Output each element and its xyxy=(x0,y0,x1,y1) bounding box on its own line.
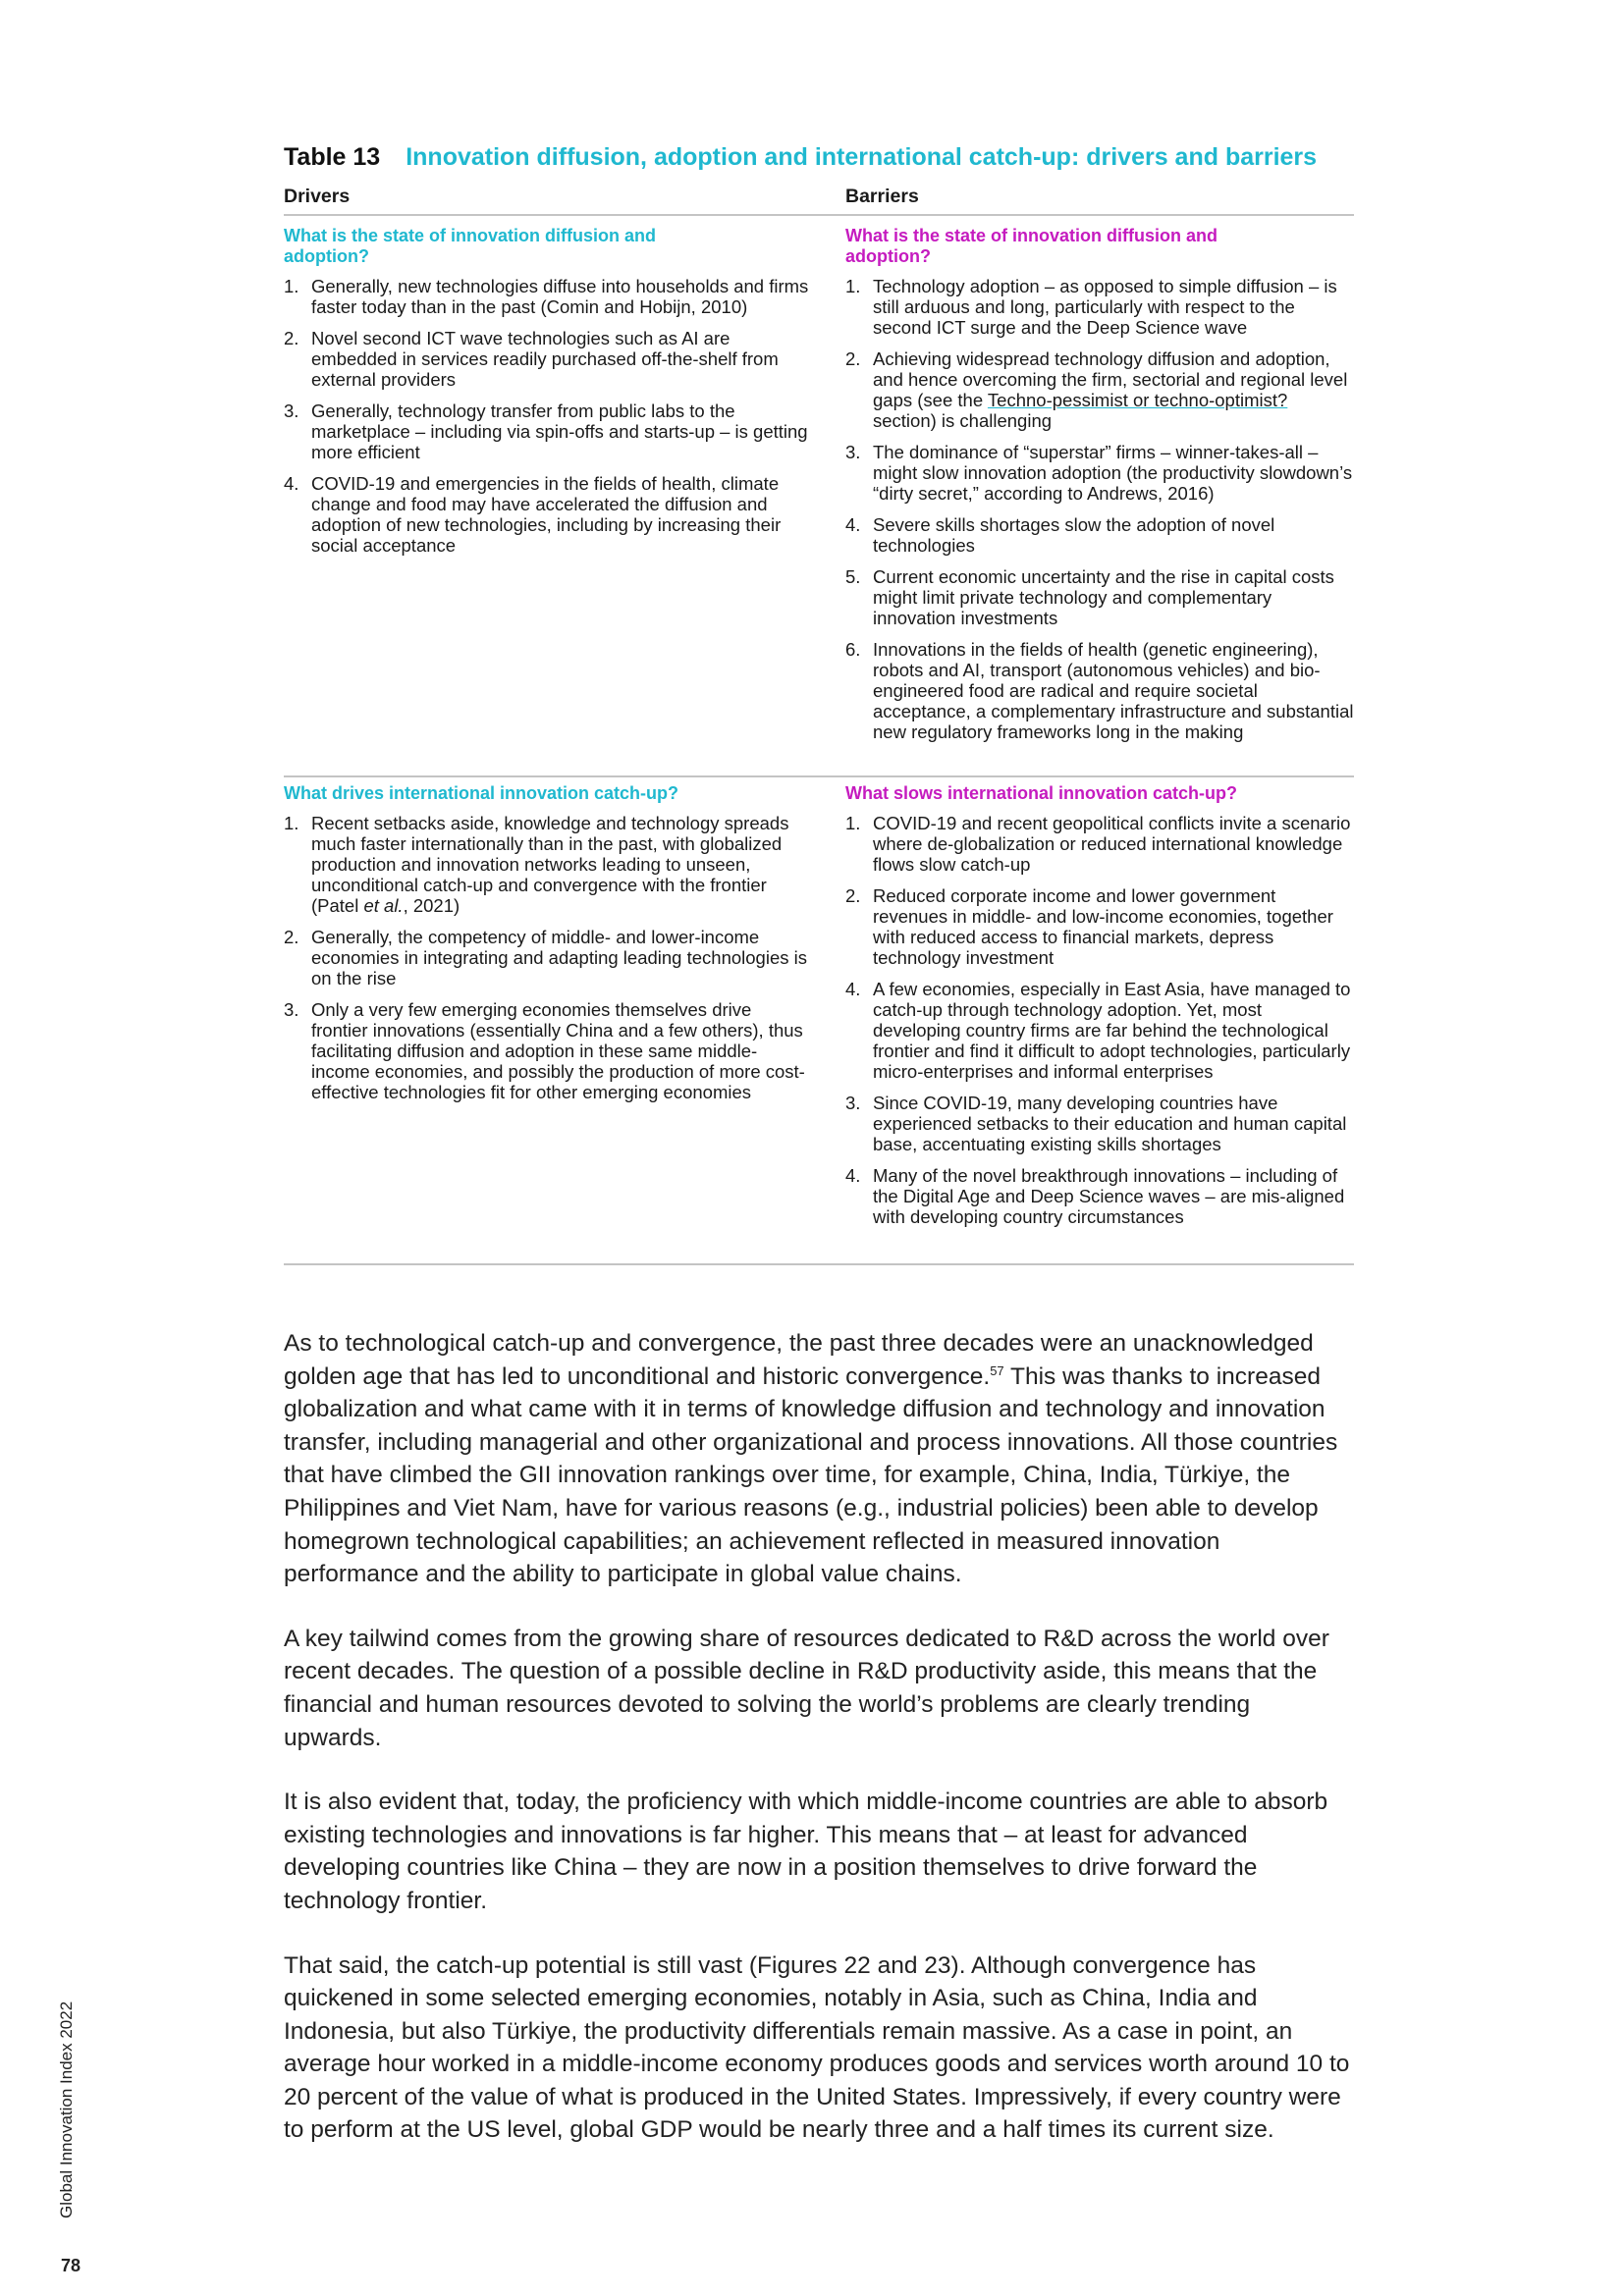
table-title xyxy=(284,142,1354,172)
list-item: 2. Achieving widespread technology diffusion and adoption, and hence overcoming the firm, sectorial and regional level gaps (see the Techno-pessimist or techno-optimist? section) is challenging xyxy=(845,348,1348,431)
list-item: 5. Current economic uncertainty and the rise in capital costs might limit private technology and complementary innovation investments xyxy=(845,566,1334,628)
table-number: Table 13 xyxy=(284,143,381,171)
list-item: 1. Generally, new technologies diffuse into households and firms faster today than in the past (Comin and Hobijn, 2010) xyxy=(284,276,809,317)
barriers-column xyxy=(845,216,1354,775)
list-item: 3. Only a very few emerging economies themselves drive frontier innovations (essentially China and a few others), thus facilitating diffusion and adoption in these same middle-income economies, and possibly the production of more cost-effective technologies fit for other emerging economies xyxy=(284,999,805,1102)
paragraph: As to technological catch-up and convergence, the past three decades were an unacknowledged golden age that has led to unconditional and historic convergence.$^{57}$ This was thanks to increased globalization and what came with it in terms of knowledge diffusion and technology and innovation transfer, including managerial and other organizational and process innovations. All those countries that have climbed the GII innovation rankings over time, for example, China, India, Türkiye, the Philippines and Viet Nam, have for various reasons (e.g., industrial policies) been able to develop homegrown technological capabilities; an achievement reflected in measured innovation performance and the ability to participate in global value chains. xyxy=(284,1330,1338,1588)
drivers-list xyxy=(284,276,845,556)
drivers-question: What is the state of innovation diffusion and adoption? xyxy=(284,226,656,266)
column-headers xyxy=(284,187,1354,216)
paragraph: It is also evident that, today, the proficiency with which middle-income countries are able to absorb existing technologies and innovations is far higher. This means that – at least for advanced developing countries like China – they are now in a position themselves to drive forward the technology frontier. xyxy=(284,1789,1328,1914)
list-item: 6. Innovations in the fields of health (genetic engineering), robots and AI, transport (autonomous vehicles) and bio-engineered food are radical and require societal acceptance, a complementary infrastructure and substantial new regulatory frameworks long in the making xyxy=(845,639,1354,742)
drivers-column xyxy=(284,777,845,1263)
section-diffusion-adoption xyxy=(284,216,1354,777)
drivers-column xyxy=(284,216,845,775)
barriers-list xyxy=(845,276,1354,742)
page-number: 78 xyxy=(61,2256,81,2275)
barriers-list xyxy=(845,813,1354,1227)
drivers-list xyxy=(284,813,845,1102)
footnote-ref[interactable]: 57 xyxy=(990,1362,1004,1378)
list-item: 4. A few economies, especially in East Asia, have managed to catch-up through technology adoption. Yet, most developing country firms are far behind the technological frontier and find it difficult to adopt technologies, particularly micro-enterprises and informal enterprises xyxy=(845,979,1351,1082)
list-item: 3. Generally, technology transfer from public labs to the marketplace – including via spin-offs and starts-up – is getting more efficient xyxy=(284,400,808,462)
paragraph: That said, the catch-up potential is still vast (Figures 22 and 23). Although convergence has quickened in some selected emerging economies, notably in Asia, such as China, India and Indonesia, but also Türkiye, the productivity differentials remain massive. As a case in point, an average hour worked in a middle-income economy produces goods and services worth around 10 to 20 percent of the value of what is produced in the United States. Impressively, if every country were to perform at the US level, global GDP would be nearly three and a half times its current size. xyxy=(284,1951,1350,2144)
body-text xyxy=(284,1327,1354,2178)
table-caption: Innovation diffusion, adoption and international catch-up: drivers and barriers xyxy=(406,143,1318,171)
barriers-question: What is the state of innovation diffusion and adoption? xyxy=(845,226,1217,266)
list-item: 2. Generally, the competency of middle- and lower-income economies in integrating and adapting leading technologies is on the rise xyxy=(284,927,807,988)
drivers-question: What drives international innovation catch-up? xyxy=(284,783,679,803)
barriers-question: What slows international innovation catch-up? xyxy=(845,783,1238,803)
barriers-heading: Barriers xyxy=(845,186,919,207)
list-item: 3. The dominance of “superstar” firms – winner-takes-all – might slow innovation adoption (the productivity slowdown’s “dirty secret,” according to Andrews, 2016) xyxy=(845,442,1353,504)
list-item: 3. Since COVID-19, many developing countries have experienced setbacks to their education and human capital base, accentuating existing skills shortages xyxy=(845,1093,1347,1154)
list-item: 4. Many of the novel breakthrough innovations – including of the Digital Age and Deep Science waves – are mis-aligned with developing country circumstances xyxy=(845,1165,1345,1227)
list-item: 4. Severe skills shortages slow the adoption of novel technologies xyxy=(845,514,1275,556)
list-item: 1. COVID-19 and recent geopolitical conflicts invite a scenario where de-globalization or reduced international knowledge flows slow catch-up xyxy=(845,813,1351,875)
running-title: Global Innovation Index 2022 xyxy=(57,2001,76,2218)
list-item: 1. Technology adoption – as opposed to simple diffusion – is still arduous and long, particularly with respect to the second ICT surge and the Deep Science wave xyxy=(845,276,1337,338)
paragraph: A key tailwind comes from the growing share of resources dedicated to R&D across the world over recent decades. The question of a possible decline in R&D productivity aside, this means that the financial and human resources devoted to solving the world’s problems are clearly trending upwards. xyxy=(284,1625,1329,1751)
drivers-heading: Drivers xyxy=(284,186,351,207)
list-item: 2. Reduced corporate income and lower government revenues in middle- and low-income economies, together with reduced access to financial markets, depress technology investment xyxy=(845,885,1333,968)
section-international-catch-up xyxy=(284,777,1354,1265)
techno-section-link[interactable]: Techno-pessimist or techno-optimist? xyxy=(987,390,1288,410)
list-item: 2. Novel second ICT wave technologies such as AI are embedded in services readily purchased off-the-shelf from external providers xyxy=(284,328,779,390)
barriers-column xyxy=(845,777,1354,1263)
table-13 xyxy=(284,142,1354,1265)
list-item: 4. COVID-19 and emergencies in the fields of health, climate change and food may have accelerated the diffusion and adoption of new technologies, including by increasing their social acceptance xyxy=(284,473,782,556)
list-item: 1. Recent setbacks aside, knowledge and technology spreads much faster internationally than in the past, with globalized production and innovation networks leading to unseen, unconditional catch-up and convergence with the frontier (Patel et al., 2021) xyxy=(284,813,789,916)
